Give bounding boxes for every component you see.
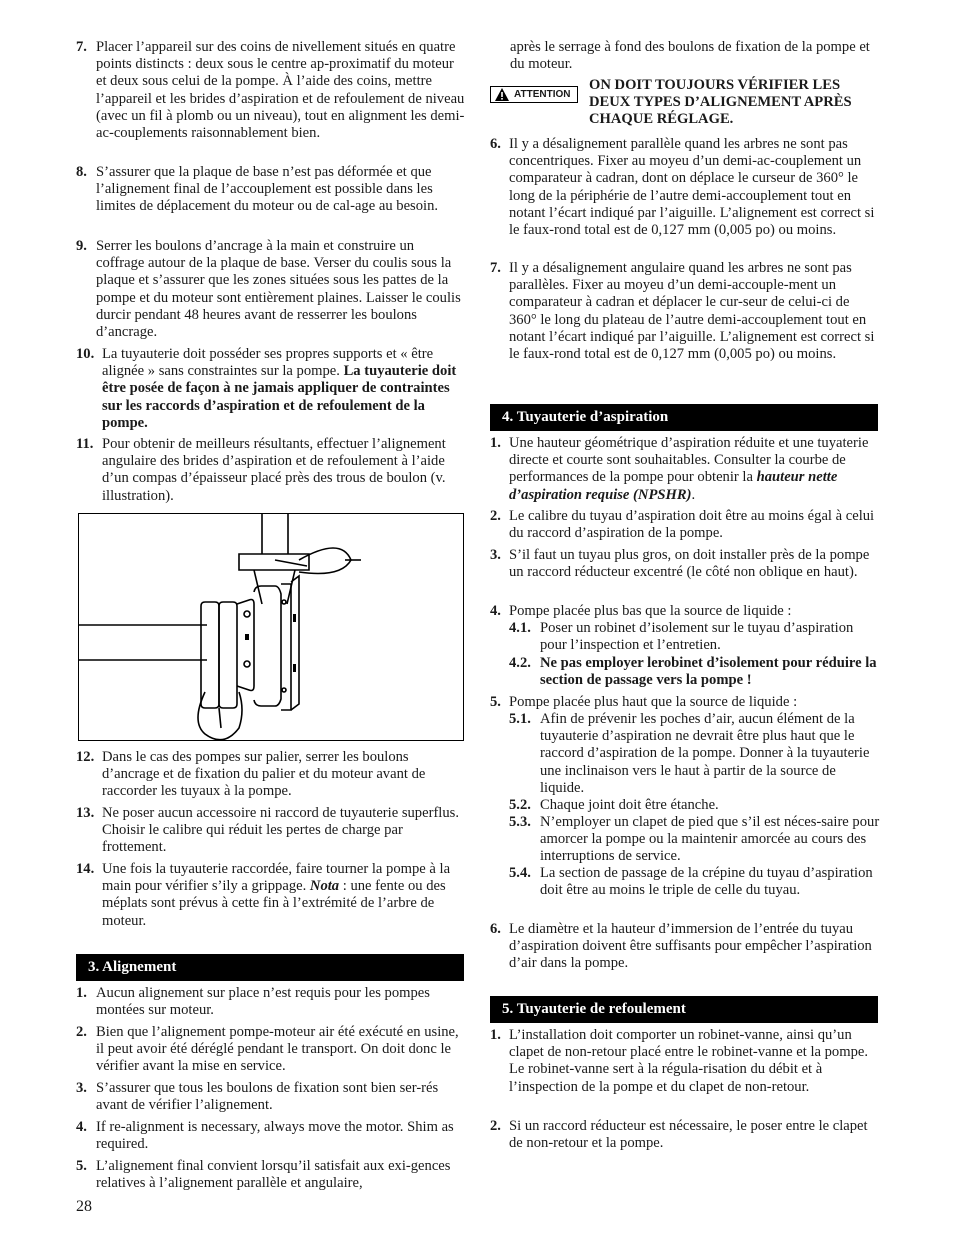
npshr-term: hauteur nette d’aspiration requise (NPSHR) bbox=[509, 469, 838, 503]
item-number: 4. bbox=[76, 1119, 87, 1135]
list-item bbox=[490, 1027, 880, 1096]
item-number: 5.2. bbox=[509, 797, 531, 813]
item-text: S’assurer que la plaque de base n’est pas déformée et que l’alignement final de l’accouplement est possible dans les limites de déplacement du moteur ou de cal-age au besoin. bbox=[96, 164, 439, 215]
item-number: 2. bbox=[76, 1024, 87, 1040]
item-number: 6. bbox=[490, 136, 501, 152]
attention-badge bbox=[490, 86, 578, 103]
item-number: 4.2. bbox=[509, 655, 531, 671]
sub-list-item bbox=[509, 797, 881, 814]
item-text: Placer l’appareil sur des coins de nivellement situés en quatre points distincts : deux sous le centre ap-proximatif du moteur et deux sous celui de la pompe. À l’aide des coins, mettre l’appareil et les brides d’aspiration et de refoulement de niveau (avec un fil à plomb ou un niveau), tout en alignment les demi-ac-couplements raisonnablement bien. bbox=[96, 39, 465, 142]
item-text: Pour obtenir de meilleurs résultants, effectuer l’alignement angulaire des brides d’aspiration et de refoulement à l’aide d’un compas d’épaisseur placé près des trous de boulon (v. illustration). bbox=[102, 436, 446, 504]
list-item bbox=[490, 435, 880, 504]
item-number: 1. bbox=[490, 435, 501, 451]
list-item bbox=[76, 436, 465, 505]
list-item bbox=[490, 260, 880, 363]
sub-list-item bbox=[509, 865, 881, 899]
section-5-header: 5. Tuyauterie de refoulement bbox=[490, 996, 878, 1023]
item-number: 5.3. bbox=[509, 814, 531, 830]
item-number: 3. bbox=[76, 1080, 87, 1096]
sub-list-item bbox=[509, 711, 881, 797]
item-number: 8. bbox=[76, 164, 87, 180]
list-item bbox=[490, 508, 880, 542]
item-text: Ne poser aucun accessoire ni raccord de tuyauterie superflus. Choisir le calibre qui réduit les pertes de charge par frottement. bbox=[102, 805, 459, 856]
list-item bbox=[76, 1119, 465, 1153]
item-text: Serrer les boulons d’ancrage à la main et construire un coffrage autour de la plaque de base. Verser du coulis sous la plaque et s’assurer que les zones situées sous les pattes de la pompe et du moteur sont entièrement plaines. Laisser le coulis durcir pendant 48 heures avant de resserrer les boulons d’ancrage. bbox=[96, 238, 461, 341]
item-text: Bien que l’alignement pompe-moteur air été exécuté en usine, il peut avoir été déréglé pendant le transport. On doit donc le vérifier avant la mise en service. bbox=[96, 1024, 459, 1075]
list-item bbox=[76, 1158, 465, 1192]
item-text: Il y a désalignement angulaire quand les arbres ne sont pas parallèles. Fixer au moyeu d’un demi-accouple-ment un comparateur à cadran et déplacer le cur-seur de celui-ci de 360° le long du plateau de l’autre demi-accouplement tout en notant l’écart indiqué par l’aiguille. L’alignement est correct si le faux-rond total est de 0,127 mm (0,005 po) ou moins. bbox=[509, 260, 875, 363]
item-text-continued: : une fente ou des méplats sont prévus à cette fin à l’extrémité de l’arbre de moteur. bbox=[102, 878, 446, 929]
item-number: 13. bbox=[76, 805, 95, 821]
list-item bbox=[490, 694, 880, 711]
list-item bbox=[76, 1024, 465, 1076]
list-item bbox=[76, 805, 465, 857]
item-number: 5.1. bbox=[509, 711, 531, 727]
item-text bbox=[76, 346, 465, 432]
item-text-normal: Une hauteur géométrique d’aspiration réduite et une tuyaterie directe et courte sont souhaitables. Consulter la courbe de performances de la pompe pour obtenir la bbox=[509, 435, 869, 486]
item-text: Pompe placée plus bas que la source de liquide : bbox=[509, 603, 792, 619]
item-text: Ne pas employer lerobinet d’isolement pour réduire la section de passage vers la pompe ! bbox=[540, 655, 877, 689]
item-number: 11. bbox=[76, 436, 94, 452]
item-text: Chaque joint doit être étanche. bbox=[540, 797, 719, 813]
attention-text: ON DOIT TOUJOURS VÉRIFIER LES DEUX TYPES D’ALIGNEMENT APRÈS CHAQUE RÉGLAGE. bbox=[589, 77, 852, 128]
item-text: Si un raccord réducteur est nécessaire, le poser entre le clapet de non-retour et la pompe. bbox=[509, 1118, 868, 1152]
list-item bbox=[490, 603, 880, 620]
item-number: 14. bbox=[76, 861, 95, 877]
item-number: 7. bbox=[76, 39, 87, 55]
item-text: La section de passage de la crépine du tuyau d’aspiration doit être au moins le triple de celle du tuyau. bbox=[540, 865, 873, 899]
page-number: 28 bbox=[76, 1198, 92, 1215]
alignment-illustration bbox=[78, 513, 464, 741]
item-number: 2. bbox=[490, 508, 501, 524]
item-text: Il y a désalignement parallèle quand les arbres ne sont pas concentriques. Fixer au moyeu d’un demi-ac-couplement un comparateur à cadran, dont on déplace le curseur de 360° le long de la périphérie de l’autre demi-accouplement tout en notant l’écart indiqué par l’aiguille. L’alignement est correct si le faux-rond total est de 0,127 mm (0,005 po) ou moins. bbox=[509, 136, 875, 239]
list-item bbox=[76, 985, 465, 1019]
list-item bbox=[490, 136, 880, 239]
item-text: Dans le cas des pompes sur palier, serrer les boulons d’ancrage et de fixation du palier et du moteur avant de raccorder les tuyaux à la pompe. bbox=[102, 749, 426, 800]
item-number: 5. bbox=[490, 694, 501, 710]
item-text: N’employer un clapet de pied que s’il est néces-saire pour amorcer la pompe ou la maintenir amorcée au cours des interruptions de service. bbox=[540, 814, 880, 865]
item-number: 12. bbox=[76, 749, 95, 765]
item-number: 5. bbox=[76, 1158, 87, 1174]
list-item bbox=[76, 164, 465, 216]
item-text bbox=[76, 861, 465, 930]
list-item bbox=[490, 547, 880, 581]
sub-list-item bbox=[509, 814, 881, 866]
item-number: 5.4. bbox=[509, 865, 531, 881]
item-text-normal: Une fois la tuyauterie raccordée, faire tourner la pompe à la main pour vérifier s’ily a grippage. bbox=[102, 861, 451, 895]
item-number: 7. bbox=[490, 260, 501, 276]
item-number: 4.1. bbox=[509, 620, 531, 636]
attention-label: ATTENTION bbox=[514, 88, 571, 100]
list-item bbox=[76, 749, 465, 801]
item-number: 1. bbox=[490, 1027, 501, 1043]
item-number: 1. bbox=[76, 985, 87, 1001]
item-number: 9. bbox=[76, 238, 87, 254]
item-text: Afin de prévenir les poches d’air, aucun élément de la tuyauterie d’aspiration ne devrait être plus haut que le raccord d’aspiration de la pompe. Donner à la tuyauterie une inclinaison vers le haut à partir de la source de liquide. bbox=[540, 711, 870, 796]
list-item bbox=[76, 39, 465, 142]
item-text bbox=[490, 435, 880, 504]
item-text: If re-alignment is necessary, always move the motor. Shim as required. bbox=[96, 1119, 454, 1153]
item-text: Pompe placée plus haut que la source de liquide : bbox=[509, 694, 798, 710]
item-number: 3. bbox=[490, 547, 501, 563]
item-text: L’installation doit comporter un robinet-vanne, ainsi qu’un clapet de non-retour placé entre le robinet-vanne et la pompe. Le robinet-vanne sert à la régula-risation du débit et à l’inspection de la pompe et du clapet de non-retour. bbox=[509, 1027, 869, 1095]
item-text-normal: La tuyauterie doit posséder ses propres supports et « être alignée » sans constraintes sur la pompe. bbox=[102, 346, 434, 380]
item-text: Le diamètre et la hauteur d’immersion de l’entrée du tuyau d’aspiration doivent être suffisants pour empêcher l’aspiration d’air dans la pompe. bbox=[509, 921, 872, 972]
coupling-caliper-drawing bbox=[79, 514, 464, 741]
list-item bbox=[490, 1118, 880, 1152]
item-number: 4. bbox=[490, 603, 501, 619]
item-text: L’alignement final convient lorsqu’il satisfait aux exi-gences relatives à l’alignement parallèle et angulaire, bbox=[96, 1158, 451, 1192]
item-text: S’assurer que tous les boulons de fixation sont bien ser-rés avant de vérifier l’alignement. bbox=[96, 1080, 439, 1114]
item-text: Poser un robinet d’isolement sur le tuyau d’aspiration pour l’inspection et l’entretien. bbox=[540, 620, 854, 654]
section-3-header: 3. Alignement bbox=[76, 954, 464, 981]
continued-text bbox=[510, 39, 880, 73]
item-text: Aucun alignement sur place n’est requis pour les pompes montées sur moteur. bbox=[96, 985, 430, 1019]
list-item bbox=[76, 238, 465, 341]
item-number: 6. bbox=[490, 921, 501, 937]
sub-list-item bbox=[509, 620, 881, 654]
list-item bbox=[76, 346, 465, 432]
item-text-end: . bbox=[691, 486, 696, 503]
list-item bbox=[76, 861, 465, 930]
item-text-bold: La tuyauterie doit être posée de façon à ne jamais appliquer de contraintes sur les raccords d’aspiration et de refoulement de la pompe. bbox=[102, 363, 457, 431]
item-number: 10. bbox=[76, 346, 95, 362]
item-text: S’il faut un tuyau plus gros, on doit installer près de la pompe un raccord réducteur excentré (le côté non oblique en haut). bbox=[509, 547, 870, 581]
item-text: Le calibre du tuyau d’aspiration doit être au moins égal à celui du raccord d’aspiration de la pompe. bbox=[509, 508, 875, 542]
item-number: 2. bbox=[490, 1118, 501, 1134]
sub-list-item bbox=[509, 655, 881, 689]
list-item bbox=[490, 921, 880, 973]
nota-label: Nota bbox=[309, 878, 340, 895]
list-item bbox=[76, 1080, 465, 1114]
warning-icon bbox=[494, 87, 510, 102]
section-4-header: 4. Tuyauterie d’aspiration bbox=[490, 404, 878, 431]
item-text: après le serrage à fond des boulons de fixation de la pompe et du moteur. bbox=[510, 39, 870, 73]
